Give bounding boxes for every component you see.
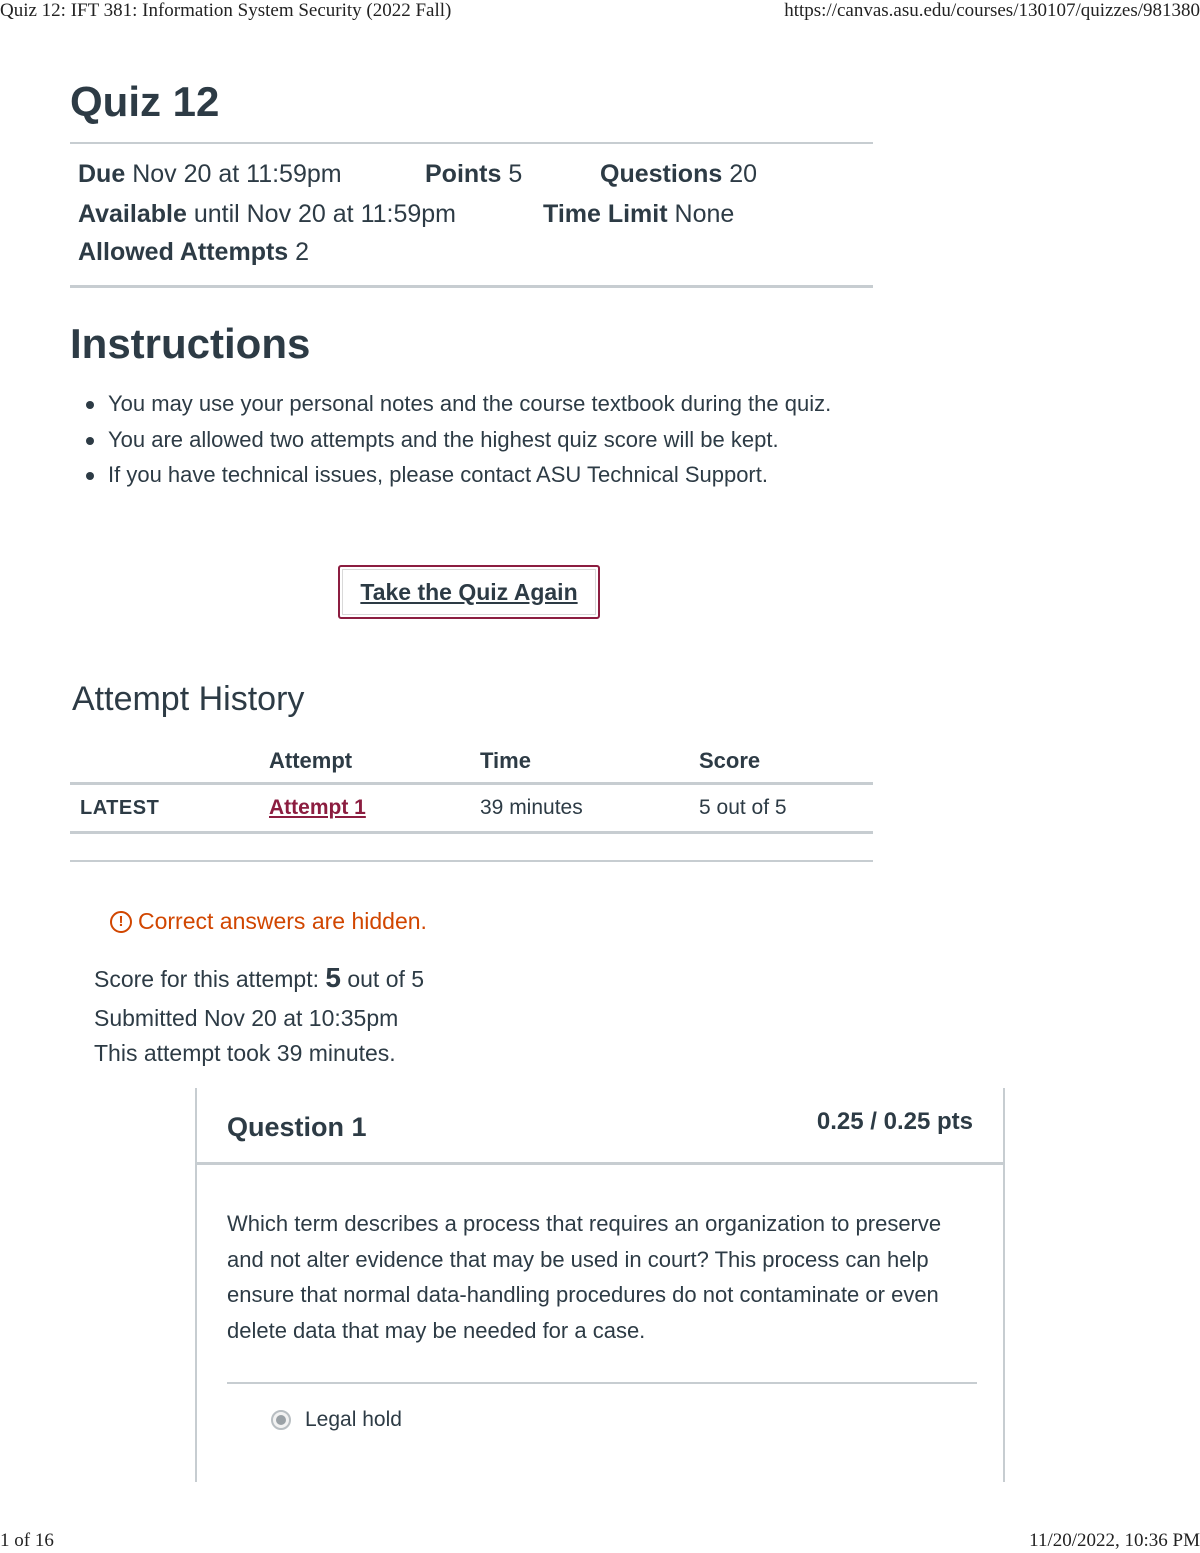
radio-selected-icon: [271, 1410, 291, 1430]
questions-value: 20: [729, 160, 758, 188]
divider: [70, 142, 873, 144]
time-limit: [543, 200, 734, 229]
points-value: 5: [508, 160, 523, 188]
attempt-time: 39 minutes: [480, 784, 699, 833]
attempt-duration: This attempt took 39 minutes.: [94, 1040, 396, 1066]
print-timestamp: 11/20/2022, 10:36 PM: [1029, 1530, 1200, 1551]
due-date: [78, 160, 342, 189]
latest-label: LATEST: [80, 797, 160, 819]
attempt-score: 5 out of 5: [699, 784, 873, 833]
column-header: [70, 740, 269, 784]
warning-circle-icon: !: [110, 911, 132, 933]
divider: [227, 1382, 977, 1384]
availability: [78, 200, 456, 229]
question-title: Question 1: [227, 1112, 367, 1142]
page-title: Quiz 12: [70, 78, 220, 125]
attempts-value: 2: [295, 238, 310, 266]
attempt-1-link[interactable]: Attempt 1: [269, 796, 366, 819]
instruction-item: You may use your personal notes and the course textbook during the quiz.: [108, 386, 848, 422]
print-header-url: https://canvas.asu.edu/courses/130107/quizzes/981380: [784, 0, 1200, 21]
question-card: [195, 1088, 1005, 1482]
available-value: until Nov 20 at 11:59pm: [193, 200, 457, 228]
print-footer: [0, 1530, 1200, 1552]
question-text: Which term describes a process that requires an organization to preserve and not alter evidence that may be used in court? This process can help ensure that normal data-handling procedures do not contaminate or even delete data that may be needed for a case.: [227, 1211, 942, 1343]
hidden-notice-text: Correct answers are hidden.: [138, 908, 427, 934]
table-header-row: [70, 740, 873, 784]
points: [425, 160, 522, 189]
attempt-score-summary: [94, 962, 424, 994]
instructions-list: [108, 386, 848, 493]
attempt-history-title: Attempt History: [72, 680, 305, 718]
questions-label: Questions: [600, 160, 723, 188]
page-number: 1 of 16: [0, 1530, 54, 1551]
time-limit-label: Time Limit: [543, 200, 668, 228]
question-points: 0.25 / 0.25 pts: [816, 1108, 973, 1135]
score-suffix: out of 5: [347, 966, 425, 992]
print-header-title: Quiz 12: IFT 381: Information System Security (2022 Fall): [0, 0, 452, 21]
questions-count: [600, 160, 757, 189]
time-limit-value: None: [674, 200, 735, 228]
divider: [70, 860, 873, 862]
answer-option: [271, 1408, 402, 1432]
score-value: 5: [325, 962, 341, 993]
points-label: Points: [425, 160, 502, 188]
table-row: [70, 784, 873, 833]
column-header: Attempt: [269, 740, 480, 784]
print-header: [0, 0, 1200, 22]
divider: [70, 285, 873, 288]
allowed-attempts: [78, 238, 309, 267]
take-quiz-again-button[interactable]: Take the Quiz Again: [338, 565, 600, 619]
question-header: [197, 1088, 1003, 1165]
instruction-item: You are allowed two attempts and the highest quiz score will be kept.: [108, 422, 848, 458]
submitted-time: Submitted Nov 20 at 10:35pm: [94, 1005, 399, 1031]
instructions-title: Instructions: [70, 320, 311, 367]
due-value: Nov 20 at 11:59pm: [132, 160, 342, 188]
column-header: Time: [480, 740, 699, 784]
attempts-label: Allowed Attempts: [78, 238, 289, 266]
answer-label: Legal hold: [305, 1408, 402, 1431]
correct-answers-hidden-notice: [110, 908, 427, 935]
instruction-item: If you have technical issues, please contact ASU Technical Support.: [108, 457, 848, 493]
available-label: Available: [78, 200, 187, 228]
due-label: Due: [78, 160, 126, 188]
attempt-history-table: [70, 740, 873, 834]
score-prefix: Score for this attempt:: [94, 966, 319, 992]
column-header: Score: [699, 740, 873, 784]
